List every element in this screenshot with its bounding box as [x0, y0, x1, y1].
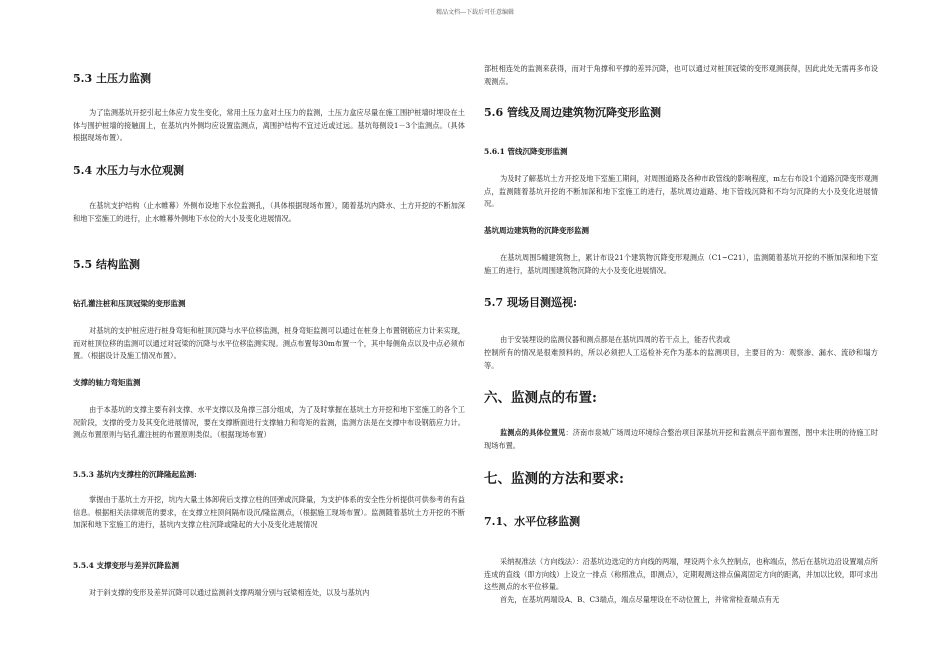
para-6-text: ：济南市泉城广场周边环境综合整治项目深基坑开挖和监测点平面布置图，图中未注明的待施工时现场布置。	[484, 428, 878, 450]
para-5-7-line1: 由于安装埋设的监测仪器和测点都是在基坑四周的若干点上，能否代表或	[500, 335, 731, 344]
section-7-title: 七、监测的方法和要求:	[484, 471, 624, 487]
para-5-6-1: 为及时了解基坑土方开挖及地下室施工期间，对周围道路及各种市政管线的影响程度，m左右布设1个道路沉降变形观测点，监测随着基坑开挖的不断加深和地下室施工的进行，基坑周边道路、地下管线沉降和不均匀沉降的大小及变化进展情况。	[484, 174, 878, 208]
heading-pile-monitoring: 钻孔灌注桩和压顶冠梁的变形监测	[73, 299, 186, 308]
para-continued: 部桩相连处的监测来获得，而对于角撑和平撑的差异沉降，也可以通过对桩顶冠梁的变形观测获得，因此此处无需再多布设观测点。	[484, 64, 878, 86]
heading-axial-force: 支撑的轴力弯矩监测	[73, 378, 141, 387]
para-7-1-a: 采纳视准法（方向线法）：沿基坑边选定的方向线的两端，埋设两个永久控制点，也称端点，然后在基坑边沿设置端点所连成的直线（即方向线）上设立一排点（称照准点，即测点），定期观测这排点偏离固定方向的距离，并加以比较，即可求出这些测点的水平位移量。	[484, 557, 878, 591]
para-5-7-rest: 控制所有的情况是很难预料的，所以必须把人工巡检补充作为基本的监测项目，主要目的为：观察渗、漏水、流砂和塌方等。	[484, 348, 878, 370]
para-building-settlement: 在基坑周围5幢建筑物上，累计布设21个建筑物沉降变形观测点（C1~C21），监测随着基坑开挖的不断加深和地下室施工的进行，基坑周围建筑物沉降的大小及变化进展情况。	[484, 253, 878, 275]
heading-5-6: 5.6 管线及周边建筑物沉降变形监测	[484, 106, 661, 119]
para-6	[484, 427, 878, 452]
para-7-1-b: 首先，在基坑两端设A、B、C3端点，端点尽量埋设在不动位置上，并常常检查端点有无	[500, 595, 780, 604]
heading-5-4: 5.4 水压力与水位观测	[73, 164, 184, 177]
heading-5-5-4: 5.5.4 支撑变形与差异沉降监测	[73, 561, 179, 570]
para-5-3: 为了监测基坑开挖引起土体应力发生变化，常用土压力盒对土压力的监测，土压力盒应尽量在施工围护桩墙时埋设在土体与围护桩墙的接触面上，在基坑内外侧均应设置监测点，离围护结构不宜过近或过远。基坑每侧设1－3个监测点。（具体根据现场布置）。	[73, 108, 465, 142]
para-5-5-4: 对于斜支撑的变形及差异沉降可以通过监测斜支撑两端分别与冠梁相连处，以及与基坑内	[89, 588, 370, 597]
heading-5-6-1: 5.6.1 管线沉降变形监测	[484, 147, 568, 156]
heading-7-1: 7.1、水平位移监测	[484, 515, 581, 528]
section-6-title: 六、监测点的布置:	[484, 390, 597, 406]
para-6-label: 监测点的具体位置见	[500, 428, 566, 437]
heading-5-5-3: 5.5.3 基坑内支撑柱的沉降隆起监测:	[73, 470, 197, 479]
para-pile-monitoring: 对基坑的支护桩应进行桩身弯矩和桩顶沉降与水平位移监测，桩身弯矩监测可以通过在桩身上布置钢筋应力计来实现，而对桩顶位移的监测可以通过对冠梁的沉降与水平位移监测实现。测点布置每30m布置一个，其中每侧角点以及中点必须布置。（根据设计及施工情况布置）。	[73, 326, 465, 360]
heading-5-7: 5.7 现场目测巡视:	[484, 296, 578, 309]
heading-building-settlement: 基坑周边建筑物的沉降变形监测	[484, 226, 589, 235]
para-5-4: 在基坑支护结构（止水帷幕）外侧布设地下水位监测孔，（具体根据现场布置），随着基坑内降水、土方开挖的不断加深和地下室施工的进行，止水帷幕外侧地下水位的大小及变化进展情况。	[73, 201, 465, 223]
para-axial-force: 由于本基坑的支撑主要有斜支撑、水平支撑以及角撑三部分组成，为了及时掌握在基坑土方开挖和地下室施工的各个工况阶段，支撑的受力及其变化进展情况，要在支撑断面进行支撑轴力和弯矩的监测，监测方法是在支撑中布设钢筋应力计。测点布置原则与钻孔灌注桩的布置原则类似。（根据现场布置）	[73, 405, 465, 439]
heading-5-3: 5.3 土压力监测	[73, 72, 151, 85]
para-5-5-3: 掌握由于基坑土方开挖，坑内大量土体卸荷后支撑立柱的回弹或沉降量，为支护体系的安全性分析提供可供参考的有益信息。根据相关法律规范的要求，在支撑立柱顶间隔布设沉/隆监测点，（根据施工现场布置）。监测随着基坑土方开挖的不断加深和地下室施工的进行，基坑内支撑立柱沉降或隆起的大小及变化进展情况	[73, 495, 465, 529]
header-watermark: 精品文档---下载后可任意编辑	[435, 9, 515, 16]
heading-5-5: 5.5 结构监测	[73, 258, 140, 271]
